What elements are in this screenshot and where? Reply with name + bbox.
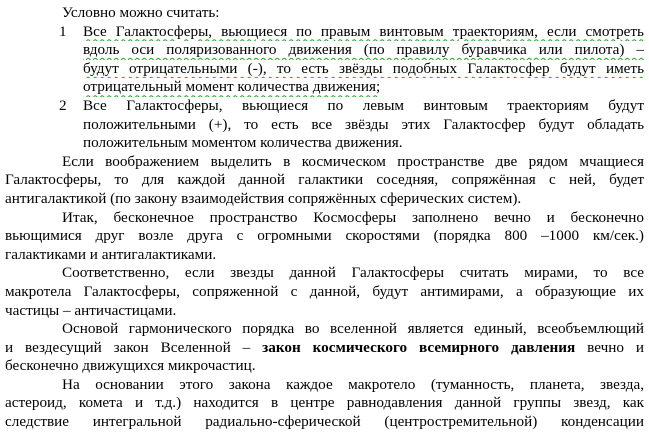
list-item-1 bbox=[5, 23, 644, 97]
paragraph-3-line-2: макротела Галактосферы, сопряженной с данной, будут антимирами, а образующие их bbox=[5, 282, 644, 300]
paragraph-3 bbox=[5, 264, 644, 320]
paragraph-5-line-3: следствие интегральной радиально-сферической (центростремительной) конденсации bbox=[5, 413, 644, 431]
paragraph-4-text-before: и вездесущий закон Вселенной – bbox=[5, 338, 251, 356]
list-marker-2: 2 bbox=[59, 96, 67, 114]
list-2-line-2: положительными (+), то есть все звёзды этих Галактосфер будут обладать bbox=[83, 115, 644, 133]
paragraph-1-line-1: Если воображением выделить в космическом пространстве две рядом мчащиеся bbox=[62, 152, 644, 170]
paragraph-2-line-3: галактиками и антигалактиками. bbox=[5, 245, 217, 263]
paragraph-4-text-after: вечно и bbox=[587, 338, 644, 356]
paragraph-1 bbox=[5, 153, 644, 209]
list-2-line-1: Все Галактосферы, вьющиеся по левым винтовым траекториям будут bbox=[83, 96, 644, 114]
list-1-line-4: отрицательный момент количества движения; bbox=[83, 78, 381, 96]
paragraph-2 bbox=[5, 209, 644, 265]
list-marker-1: 1 bbox=[59, 22, 67, 40]
paragraph-2-line-2: вьющимися друг возле друга с огромными скоростями (порядка 800 –1000 км/сек.) bbox=[5, 227, 644, 245]
paragraph-4-line-1: Основой гармонического порядка во вселенной является единый, всеобъемлющий bbox=[62, 320, 644, 338]
law-name-bold: закон космического всемирного давления bbox=[262, 338, 576, 356]
intro-line: Условно можно считать: bbox=[62, 4, 220, 21]
paragraph-1-line-3: антигалактикой (по закону взаимодействия сопряжённых сферических систем). bbox=[5, 189, 522, 207]
paragraph-5-line-1: На основании этого закона каждое макротело (туманность, планета, звезда, bbox=[62, 375, 644, 393]
paragraph-5-line-2: астероид, комета и т.д.) находится в центре равнодавления данной группы звезд, как bbox=[5, 394, 644, 412]
paragraph-4-line-2 bbox=[5, 339, 644, 358]
numbered-list bbox=[5, 23, 644, 153]
list-1-line-1: Все Галактосферы, вьющиеся по правым винтовым траекториям, если смотреть bbox=[83, 22, 644, 40]
list-2-line-3: положительным моментом количества движения. bbox=[83, 134, 403, 152]
list-1-line-3: будут отрицательными (-), то есть звёзды подобных Галактосфер будут иметь bbox=[83, 59, 644, 77]
paragraph-4-line-3: бесконечно движущихся микрочастиц. bbox=[5, 357, 256, 375]
paragraph-1-line-2: Галактосферы, то для каждой данной галактики соседняя, сопряжённая с ней, будет bbox=[5, 171, 644, 189]
paragraph-2-line-1: Итак, бесконечное пространство Космосферы заполнено вечно и бесконечно bbox=[62, 208, 644, 226]
list-item-2 bbox=[5, 97, 644, 153]
paragraph-5 bbox=[5, 376, 644, 432]
paragraph-3-line-3: частицы – античастицами. bbox=[5, 301, 177, 319]
paragraph-3-line-1: Соответственно, если звезды данной Галактосферы считать мирами, то все bbox=[62, 264, 644, 282]
list-1-line-2: вдоль оси поляризованного движения (по правилу буравчика или пилота) – bbox=[83, 41, 644, 59]
paragraph-4 bbox=[5, 320, 644, 376]
